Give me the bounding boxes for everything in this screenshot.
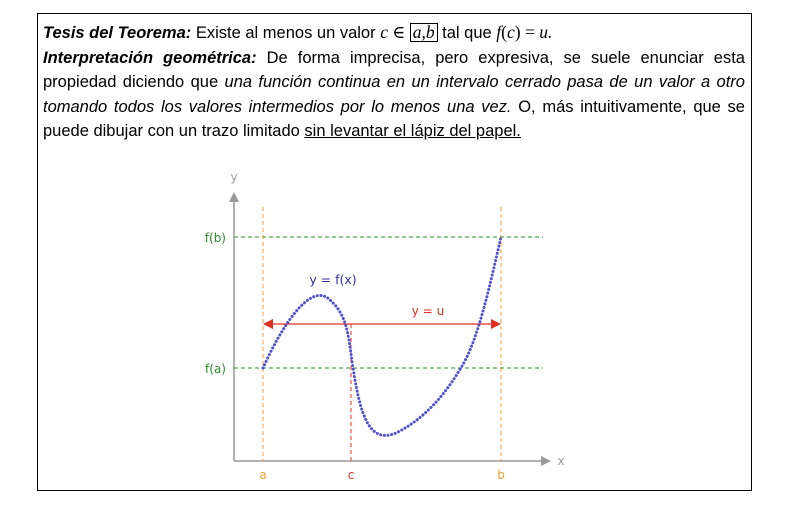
u-label: y = u (411, 304, 445, 318)
a-label: a (259, 468, 267, 482)
fa-label: f(a) (205, 362, 226, 376)
y-axis-label: y (230, 170, 238, 184)
thesis-label: Tesis del Teorema: (43, 24, 192, 42)
function-curve (263, 237, 501, 435)
thesis-in-symbol: ∈ (387, 22, 410, 42)
thesis-period: . (547, 22, 553, 42)
c-label: c (347, 468, 355, 482)
thesis-f: f (496, 22, 502, 42)
curve-label: y = f(x) (309, 272, 357, 287)
thesis-interval: a,b (410, 23, 438, 42)
thesis-paren-c: c (506, 22, 515, 42)
thesis-text-middle: tal que (437, 24, 497, 42)
thesis-paren-open: ( (501, 22, 507, 42)
thesis-eq: = (520, 22, 540, 42)
x-axis-label: x (557, 454, 565, 468)
interpretation-text1: De forma imprecisa, pero expresiva, se suele enunciar esta propiedad diciendo que (43, 48, 745, 91)
interpretation-underlined: sin levantar el lápiz del papel. (304, 122, 521, 140)
thesis-paren-close: ) (514, 22, 521, 42)
interpretation-label: Interpretación geométrica: (43, 48, 257, 67)
fb-label: f(b) (204, 231, 226, 245)
thesis-text-before: Existe al menos un valor (191, 24, 381, 42)
b-label: b (497, 468, 505, 482)
interpretation-italic: una función continua en un intervalo cerrado pasa de un valor a otro tomando todos los valores intermedios por lo menos una vez. (43, 73, 745, 116)
thesis-u: u (539, 22, 548, 42)
thesis-c: c (380, 22, 388, 42)
interpretation-text2: O, más intuitivamente, que se puede dibujar con un trazo limitado (43, 97, 745, 140)
